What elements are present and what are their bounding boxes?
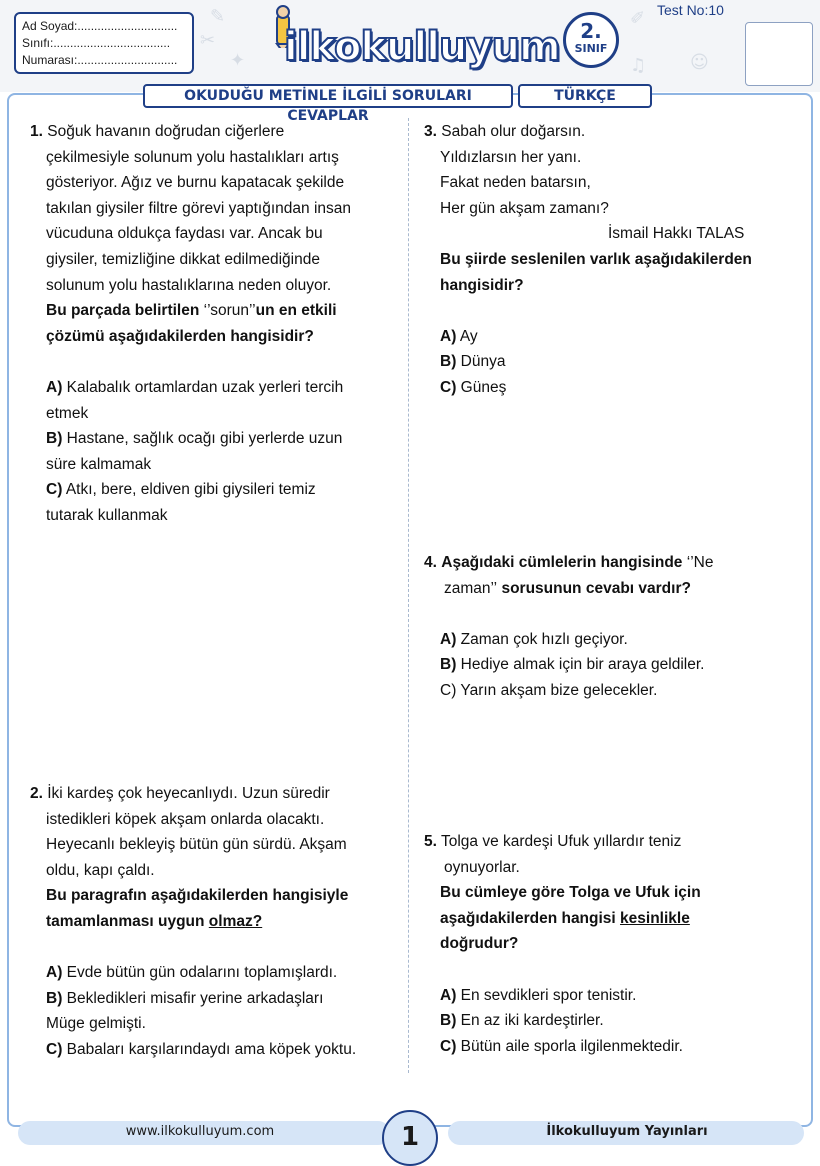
poem-author: İsmail Hakkı TALAS xyxy=(608,225,745,243)
question-3 xyxy=(424,119,809,401)
option-letter: A) xyxy=(440,630,457,648)
option-b[interactable] xyxy=(30,986,405,1012)
poem-line: Her gün akşam zamanı? xyxy=(440,199,609,217)
question-5 xyxy=(424,829,809,1059)
option-text: Yarın akşam bize gelecekler. xyxy=(460,681,658,699)
option-letter: B) xyxy=(46,430,63,448)
question-1 xyxy=(30,119,405,529)
question-stem: aşağıdakilerden hangisi xyxy=(440,909,621,927)
option-b[interactable] xyxy=(424,349,809,375)
option-b-continued: süre kalmamak xyxy=(46,455,152,473)
option-a-continued: etmek xyxy=(46,404,89,422)
question-quote: ‘’Ne xyxy=(682,554,714,571)
name-field-label[interactable]: Ad Soyad:.............................. xyxy=(22,19,178,33)
poem-line: Fakat neden batarsın, xyxy=(440,174,591,192)
question-text-line: gösteriyor. Ağız ve burnu kapatacak şekilde xyxy=(46,174,345,192)
question-number: 1. xyxy=(30,123,43,140)
option-a[interactable] xyxy=(424,627,809,653)
student-info-box xyxy=(14,12,194,74)
option-text: Hediye almak için bir araya geldiler. xyxy=(460,656,705,674)
question-text-line: Heyecanlı bekleyiş bütün gün sürdü. Akşam xyxy=(46,836,347,854)
question-stem-emphasis: olmaz? xyxy=(208,912,263,930)
question-stem: un en etkili xyxy=(255,302,337,320)
option-b-continued: Müge gelmişti. xyxy=(46,1015,146,1033)
question-text-line: Soğuk havanın doğrudan ciğerlere xyxy=(47,123,285,140)
doodle-icon: ✂ xyxy=(200,30,216,51)
option-a[interactable] xyxy=(30,375,405,401)
option-text: Ay xyxy=(459,327,478,345)
score-box[interactable] xyxy=(745,22,813,86)
option-text: Evde bütün gün odalarını toplamışlardı. xyxy=(66,964,338,982)
question-stem: Aşağıdaki cümlelerin hangisinde xyxy=(441,554,683,571)
option-letter: A) xyxy=(46,964,63,982)
option-c[interactable] xyxy=(424,1034,809,1060)
option-c-continued: tutarak kullanmak xyxy=(46,506,168,524)
option-text: Güneş xyxy=(460,378,507,396)
option-text: Hastane, sağlık ocağı gibi yerlerde uzun xyxy=(66,430,343,448)
option-letter: B) xyxy=(440,353,457,371)
grade-label: SINIF xyxy=(574,42,608,55)
grade-badge xyxy=(563,12,619,68)
doodle-icon: ✎ xyxy=(210,6,226,27)
subject-label: TÜRKÇE xyxy=(518,84,652,108)
option-c[interactable] xyxy=(30,477,405,503)
question-text-line: takılan giysiler filtre görevi yaptığından insan xyxy=(46,199,351,217)
test-number: Test No:10 xyxy=(657,2,724,18)
option-letter: C) xyxy=(46,481,63,499)
question-quote: ‘’sorun’’ xyxy=(199,302,256,320)
option-letter: C) xyxy=(440,681,457,699)
question-number: 4. xyxy=(424,554,437,571)
page-title: OKUDUĞU METİNLE İLGİLİ SORULARI CEVAPLAR xyxy=(143,84,513,108)
question-number: 3. xyxy=(424,123,437,140)
grade-number: 2. xyxy=(580,19,602,43)
doodle-icon: ✦ xyxy=(230,50,246,71)
question-stem: çözümü aşağıdakilerden hangisidir? xyxy=(46,327,314,345)
question-quote: zaman’’ xyxy=(444,579,498,597)
option-text: Bütün aile sporla ilgilenmektedir. xyxy=(460,1037,683,1055)
question-stem: Bu şiirde seslenilen varlık aşağıdakilerden xyxy=(440,250,752,268)
question-text-line: çekilmesiyle solunum yolu hastalıkları artış xyxy=(46,148,339,166)
option-b[interactable] xyxy=(30,426,405,452)
question-stem: Bu cümleye göre Tolga ve Ufuk için xyxy=(440,884,701,902)
question-2 xyxy=(30,781,405,1063)
option-c[interactable] xyxy=(424,375,809,401)
option-a[interactable] xyxy=(424,324,809,350)
doodle-icon: ♫ xyxy=(630,55,647,76)
option-a[interactable] xyxy=(424,983,809,1009)
question-text-line: solunum yolu hastalıklarına neden oluyor. xyxy=(46,276,332,294)
question-number: 5. xyxy=(424,833,437,850)
option-text: Zaman çok hızlı geçiyor. xyxy=(460,630,628,648)
poem-line: Yıldızlarsın her yanı. xyxy=(440,148,582,166)
doodle-icon: ☺ xyxy=(690,52,709,73)
option-text: En sevdikleri spor tenistir. xyxy=(460,986,637,1004)
page-number: 1 xyxy=(382,1110,438,1166)
question-stem: sorusunun cevabı vardır? xyxy=(497,579,691,597)
option-c[interactable] xyxy=(30,1037,405,1063)
question-text-line: vücuduna oldukça faydası var. Ancak bu xyxy=(46,225,323,243)
option-text: Dünya xyxy=(460,353,506,371)
option-b[interactable] xyxy=(424,1008,809,1034)
ilkokulluyum-logo xyxy=(262,4,560,82)
question-text-line: giysiler, temizliğine dikkat edilmediğinde xyxy=(46,250,320,268)
option-letter: A) xyxy=(440,986,457,1004)
option-text: Kalabalık ortamlardan uzak yerleri tercih xyxy=(66,378,344,396)
option-letter: A) xyxy=(46,378,63,396)
logo-wordmark: ilkokulluyum xyxy=(284,24,560,70)
question-stem: doğrudur? xyxy=(440,935,519,953)
class-field-label[interactable]: Sınıfı:................................... xyxy=(22,36,171,50)
option-letter: A) xyxy=(440,327,457,345)
question-text-line: oynuyorlar. xyxy=(444,858,520,876)
question-text-line: Tolga ve kardeşi Ufuk yıllardır teniz xyxy=(440,833,682,850)
question-text-line: İki kardeş çok heyecanlıydı. Uzun süredir xyxy=(47,785,330,802)
poem-line: Sabah olur doğarsın. xyxy=(441,123,586,140)
option-letter: C) xyxy=(46,1040,63,1058)
question-stem-emphasis: kesinlikle xyxy=(620,909,690,927)
option-letter: B) xyxy=(440,1012,457,1030)
option-text: Atkı, bere, eldiven gibi giysileri temiz xyxy=(65,481,316,499)
option-text: Babaları karşılarındaydı ama köpek yoktu. xyxy=(66,1040,357,1058)
doodle-icon: ✐ xyxy=(630,8,646,29)
option-b[interactable] xyxy=(424,652,809,678)
question-stem: tamamlanması uygun xyxy=(46,912,209,930)
option-letter: C) xyxy=(440,378,457,396)
footer-publisher: İlkokulluyum Yayınları xyxy=(546,1124,708,1139)
question-number: 2. xyxy=(30,785,43,802)
option-letter: C) xyxy=(440,1037,457,1055)
question-4 xyxy=(424,550,809,704)
option-letter: B) xyxy=(440,656,457,674)
question-stem: Bu paragrafın aşağıdakilerden hangisiyle xyxy=(46,887,349,905)
column-divider xyxy=(408,118,409,1073)
question-stem: Bu parçada belirtilen xyxy=(46,302,200,320)
question-text-line: oldu, kapı çaldı. xyxy=(46,861,155,879)
question-stem: hangisidir? xyxy=(440,276,524,294)
option-letter: B) xyxy=(46,989,63,1007)
option-text: En az iki kardeştirler. xyxy=(460,1012,604,1030)
option-a[interactable] xyxy=(30,960,405,986)
option-c[interactable] xyxy=(424,678,809,704)
number-field-label[interactable]: Numarası:.............................. xyxy=(22,53,178,67)
question-text-line: istedikleri köpek akşam onlarda olacaktı. xyxy=(46,810,325,828)
footer-url-link[interactable]: www.ilkokulluyum.com xyxy=(125,1124,275,1139)
option-text: Bekledikleri misafir yerine arkadaşları xyxy=(66,989,324,1007)
